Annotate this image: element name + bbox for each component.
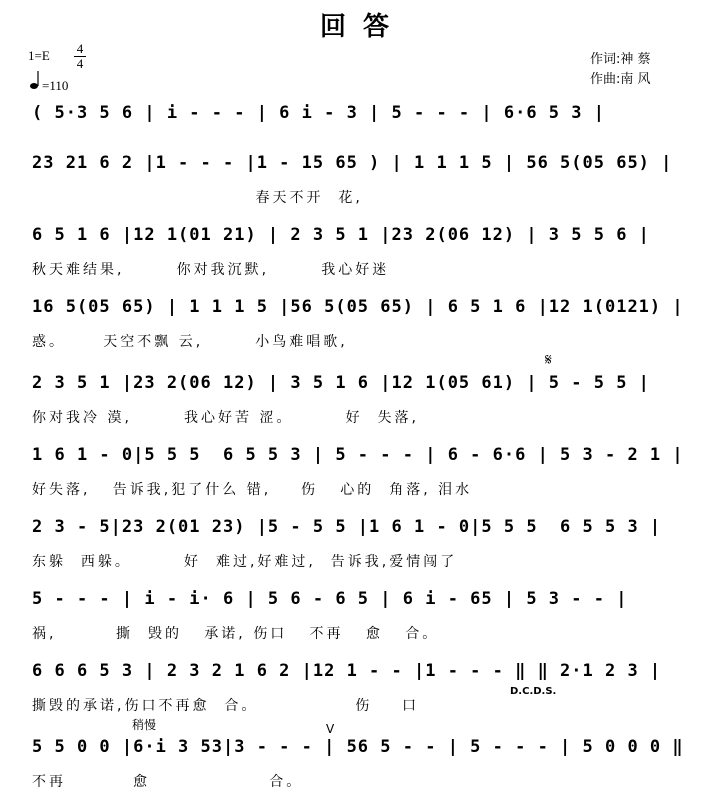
time-sig-top: 4 [76,41,84,56]
score-line-10 [0,718,713,812]
notation: 1 6 1 - 0|5 5 5 6 5 5 3 | 5 - - - | 6 - 6·6 | 5 3 - 2 1 | [32,445,684,465]
score-line-7 [0,512,713,592]
quarter-note-icon [30,70,40,90]
notation: 6 6 6 5 3 | 2 3 2 1 6 2 |12 1 - - |1 - - - ‖ ‖ 2·1 2 3 | [32,661,662,681]
lyrics: 东躲 西躲。 好 难过,好难过, 告诉我,爱情闯了 [32,554,458,570]
score-line-3 [0,220,713,300]
lyrics: 你对我冷 漠, 我心好苦 涩。 好 失落, [32,410,420,426]
score-line-2 [0,148,713,228]
lyricist: 作词:神 蔡 [590,52,651,67]
lyrics: 不再 愈 合。 [32,774,304,790]
lyrics: 惑。 天空不飘 云, 小鸟难唱歌, [32,334,348,350]
time-sig-bottom: 4 [76,56,84,71]
tempo-mark: =110 [42,78,69,93]
lyrics: 春天不开 花, [32,190,363,206]
score-line-5 [0,350,713,448]
tempo-slow-mark: 稍慢 [132,718,157,732]
key-signature: 1=E [28,48,50,63]
score-line-4 [0,292,713,372]
notation: 2 3 5 1 |23 2(06 12) | 3 5 1 6 |12 1(05 61) | 5 - 5 5 | [32,373,650,393]
score-line-6 [0,440,713,520]
segno-icon: 𝄋 [545,350,552,369]
breath-mark: V [326,722,335,736]
lyrics: 秋天难结果, 你对我沉默, 我心好迷 [32,262,390,278]
notation: 5 5 0 0 |6·i 3 53|3 - - - | 56 5 - - | 5 - - - | 5 0 0 0 ‖ [32,737,684,757]
notation: 2 3 - 5|23 2(01 23) |5 - 5 5 |1 6 1 - 0|5 5 5 6 5 5 3 | [32,517,662,537]
notation: 23 21 6 2 |1 - - - |1 - 15 65 ) | 1 1 1 5 | 56 5(05 65) | [32,153,673,173]
lyrics: 好失落, 告诉我,犯了什么 错, 伤 心的 角落, 泪水 [32,482,473,498]
lyrics: 祸, 撕 毁的 承诺, 伤口 不再 愈 合。 [32,626,440,642]
credits [590,50,651,90]
lyrics: 撕毁的承诺,伤口不再愈 合。 伤 口 [32,698,420,714]
notation: 6 5 1 6 |12 1(01 21) | 2 3 5 1 |23 2(06 12) | 3 5 5 6 | [32,225,650,245]
score-line-8 [0,584,713,664]
notation: 5 - - - | i - i· 6 | 5 6 - 6 5 | 6 i - 65 | 5 3 - - | [32,589,628,609]
composer: 作曲:南 风 [590,72,651,87]
notation: 16 5(05 65) | 1 1 1 5 |56 5(05 65) | 6 5 1 6 |12 1(0121) | [32,297,684,317]
score-line-9 [0,656,713,736]
time-signature [73,42,87,71]
dcds-mark: D.C.D.S. [510,686,557,697]
notation: ( 5·3 5 6 | i - - - | 6 i - 3 | 5 - - - | 6·6 5 3 | [32,103,605,123]
song-title: 回 答 [319,12,394,42]
